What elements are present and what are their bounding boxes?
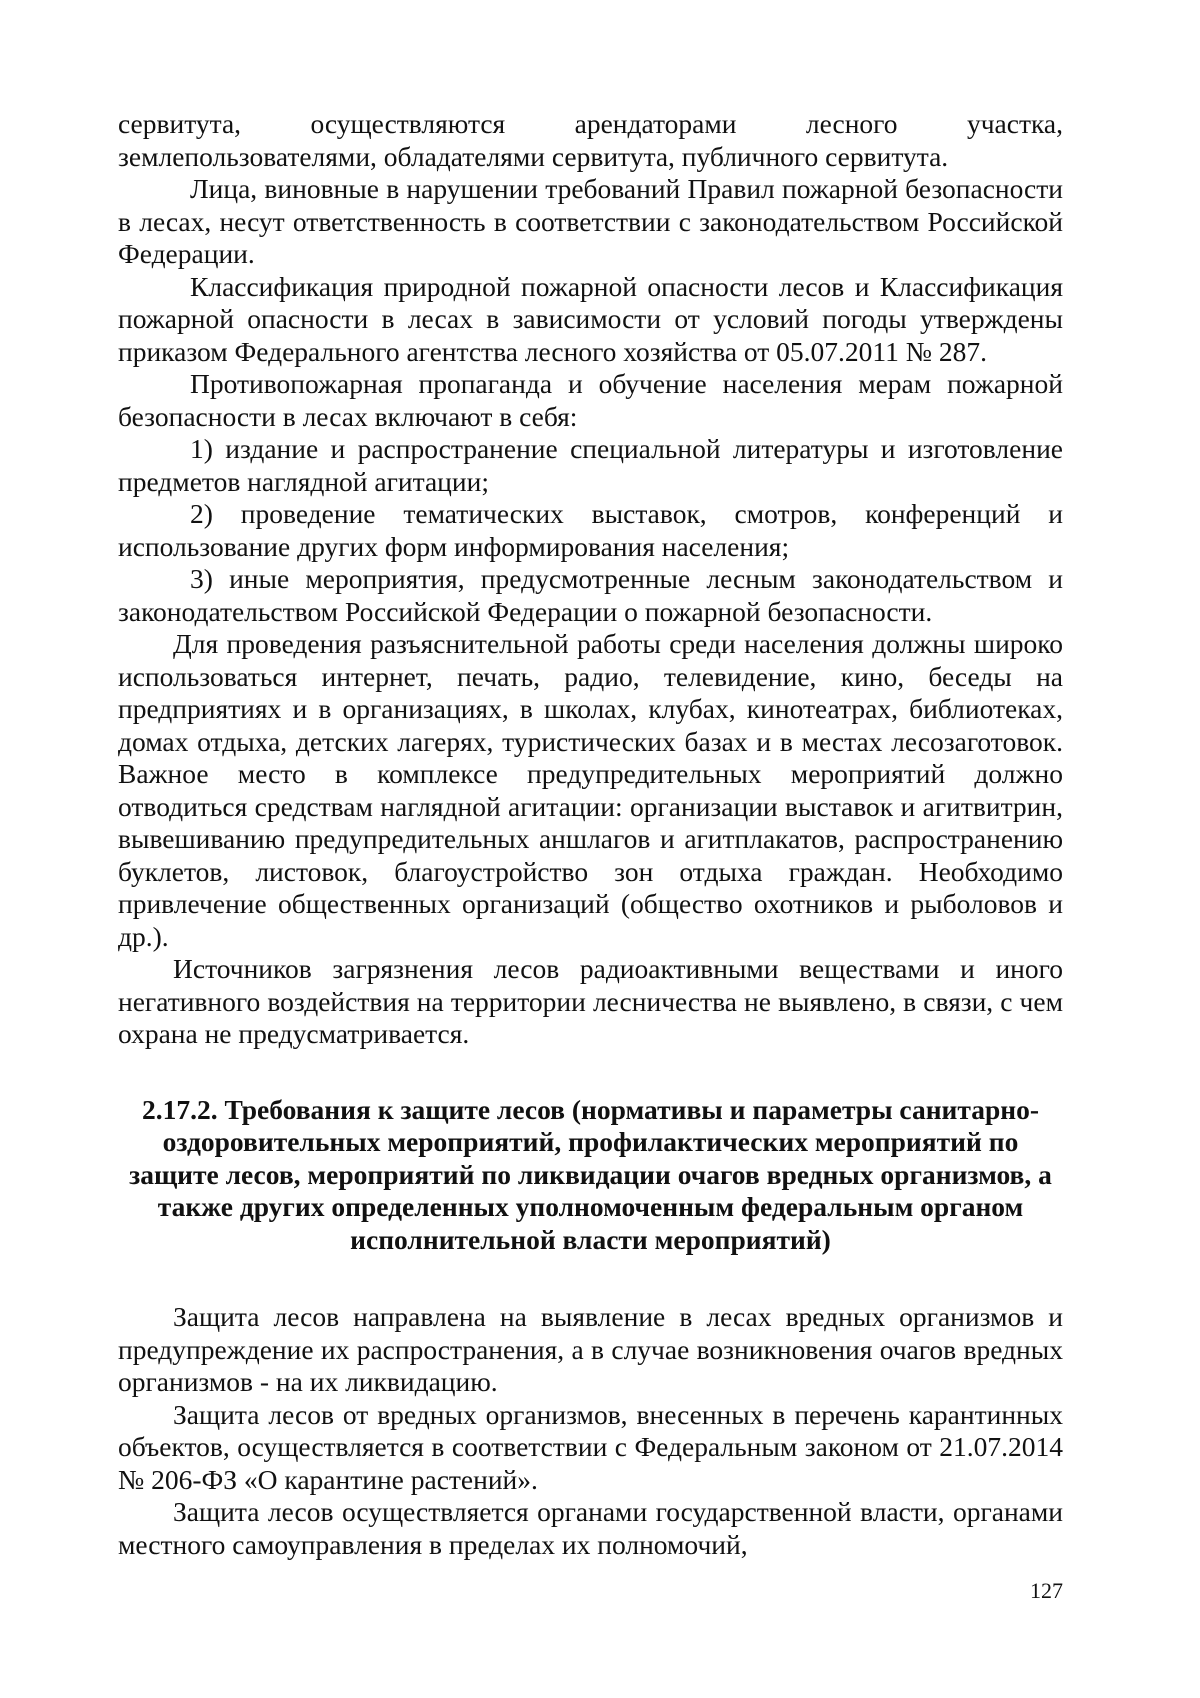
paragraph-7: Защита лесов направлена на выявление в лесах вредных организмов и предупреждение их распространения, а в случае возникновения очагов вредных организмов - на их ликвидацию. [118, 1301, 1063, 1397]
list-item-1: 1) издание и распространение специальной литературы и изготовление предметов наглядной агитации; [118, 433, 1063, 497]
list-item-2: 2) проведение тематических выставок, смотров, конференций и использование других форм информирования населения; [118, 498, 1063, 562]
paragraph-4: Противопожарная пропаганда и обучение населения мерам пожарной безопасности в лесах включают в себя: [118, 368, 1063, 432]
paragraph-1: сервитута, осуществляются арендаторами лесного участка, землепользователями, обладателями сервитута, публичного сервитута. [118, 108, 1063, 172]
paragraph-2: Лица, виновные в нарушении требований Правил пожарной безопасности в лесах, несут ответственность в соответствии с законодательством Российской Федерации. [118, 173, 1063, 269]
paragraph-6: Источников загрязнения лесов радиоактивными веществами и иного негативного воздействия на территории лесничества не выявлено, в связи, с чем охрана не предусматривается. [118, 953, 1063, 1049]
paragraph-9: Защита лесов осуществляется органами государственной власти, органами местного самоуправления в пределах их полномочий, [118, 1496, 1063, 1560]
section-heading: 2.17.2. Требования к защите лесов (нормативы и параметры санитарно-оздоровительных мероприятий, профилактических мероприятий по защите лесов, мероприятий по ликвидации очагов вредных организмов, а также других определенных уполномоченным федеральным органом исполнительной власти мероприятий) [129, 1093, 1052, 1255]
paragraph-5: Для проведения разъяснительной работы среди населения должны широко использоваться интернет, печать, радио, телевидение, кино, беседы на предприятиях и в организациях, в школах, клубах, кинотеатрах, библиотеках, домах отдыха, детских лагерях, туристических базах и в местах лесозаготовок. Важное место в комплексе предупредительных мероприятий должно отводиться средствам наглядной агитации: организации выставок и агитвитрин, вывешиванию предупредительных аншлагов и агитплакатов, распространению буклетов, листовок, благоустройство зон отдыха граждан. Необходимо привлечение общественных организаций (общество охотников и рыболовов и др.). [118, 628, 1063, 952]
paragraph-8: Защита лесов от вредных организмов, внесенных в перечень карантинных объектов, осуществляется в соответствии с Федеральным законом от 21.07.2014 № 206-ФЗ «О карантине растений». [118, 1398, 1063, 1495]
document-page [118, 108, 1063, 1561]
list-item-3: 3) иные мероприятия, предусмотренные лесным законодательством и законодательством Российской Федерации о пожарной безопасности. [118, 563, 1063, 627]
paragraph-3: Классификация природной пожарной опасности лесов и Классификация пожарной опасности в лесах в зависимости от условий погоды утверждены приказом Федерального агентства лесного хозяйства от 05.07.2011 № 287. [118, 270, 1063, 367]
page-number: 127 [1030, 1578, 1063, 1603]
